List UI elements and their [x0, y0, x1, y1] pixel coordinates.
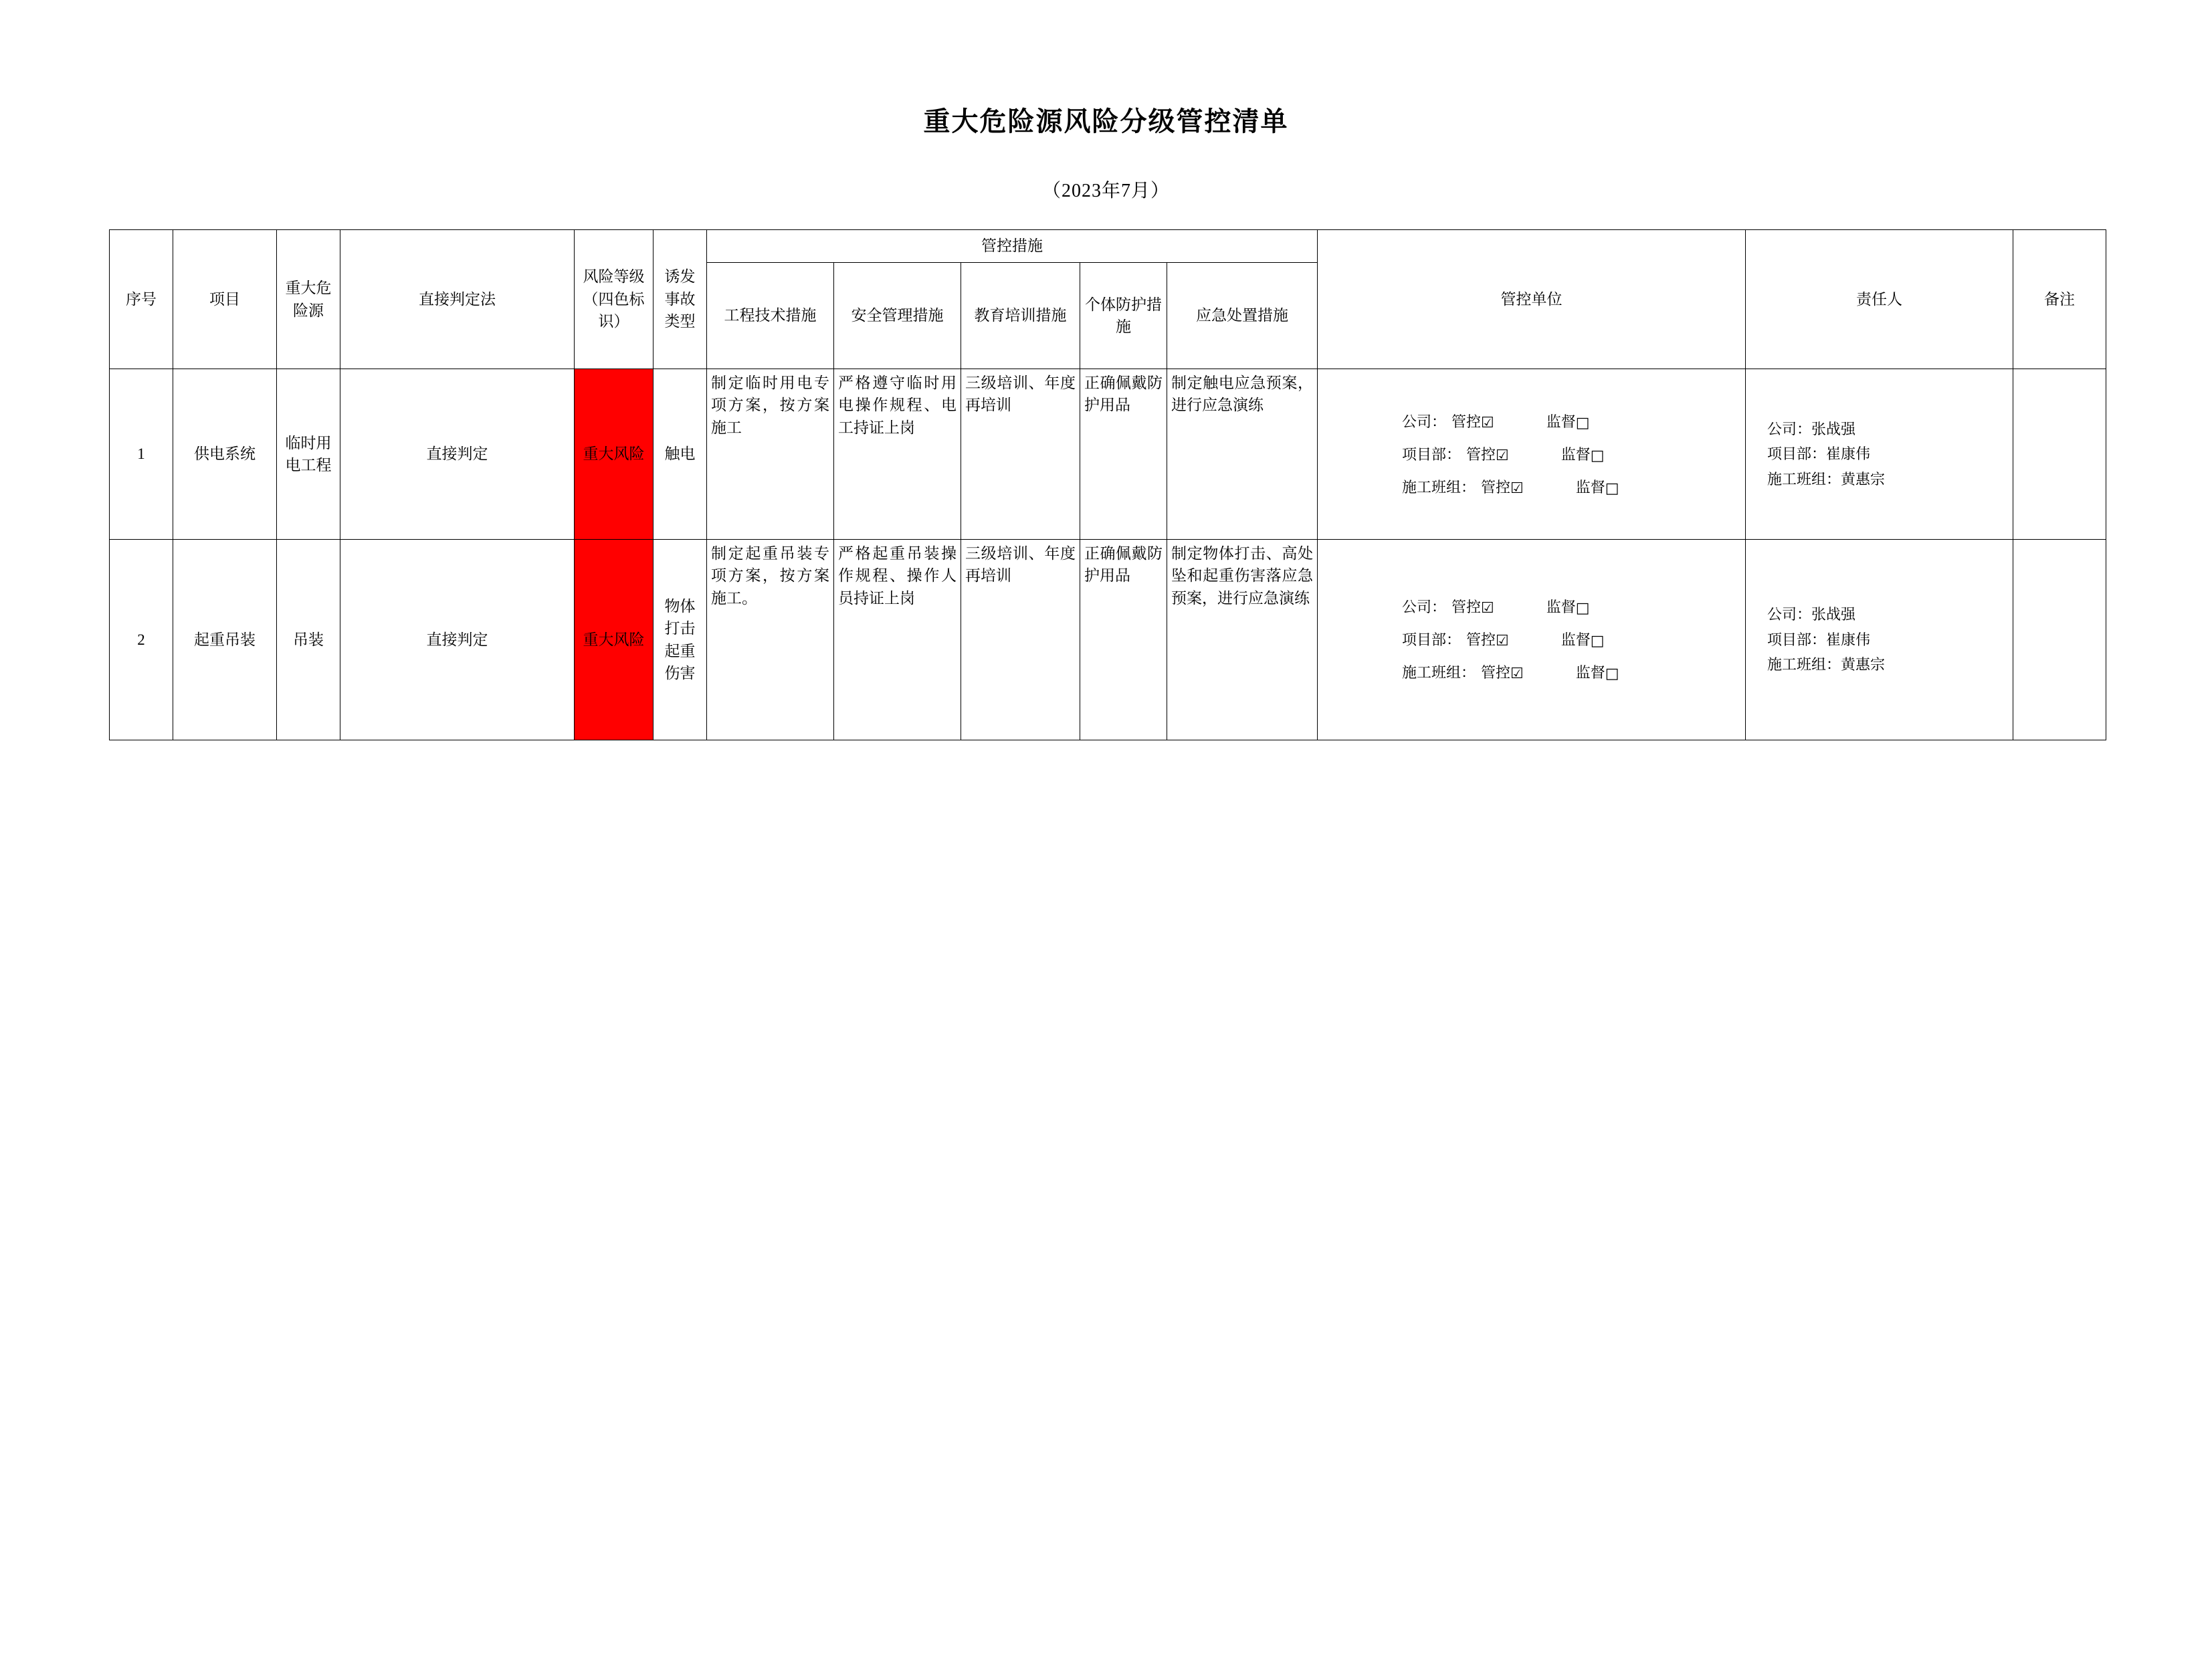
control-label: 管控: [1466, 445, 1496, 463]
control-unit-row: [1322, 411, 1741, 433]
cell-seq: 1: [110, 369, 173, 540]
table-row: [110, 540, 2106, 740]
cell-major-hazard: 临时用电工程: [277, 369, 340, 540]
control-checkbox[interactable]: ☑: [1510, 480, 1524, 497]
control-label: 管控: [1451, 599, 1482, 615]
header-responsible: 责任人: [1746, 230, 2013, 369]
supervise-option[interactable]: [1561, 443, 1605, 465]
supervise-option[interactable]: [1561, 629, 1605, 651]
responsible-work-team: 施工班组：黄惠宗: [1767, 470, 1886, 488]
responsible-project-dept: 项目部：崔康伟: [1767, 445, 1871, 463]
supervise-label: 监督: [1546, 413, 1576, 430]
page-title: 重大危险源风险分级管控清单: [923, 107, 1289, 136]
header-project: 项目: [173, 230, 277, 369]
header-remark: 备注: [2013, 230, 2106, 369]
header-control-measures-group: 管控措施: [707, 230, 1318, 263]
cell-emergency-measures: 制定触电应急预案，进行应急演练: [1167, 369, 1318, 540]
table-row: [110, 369, 2106, 540]
control-unit-row: [1322, 443, 1741, 465]
header-direct-method: 直接判定法: [340, 230, 575, 369]
cell-responsible: [1746, 369, 2013, 540]
cell-ppe-measures: 正确佩戴防护用品: [1080, 369, 1167, 540]
supervise-checkbox[interactable]: □: [1605, 480, 1619, 497]
control-label: 管控: [1481, 664, 1511, 681]
control-unit-row: [1322, 476, 1741, 498]
cell-direct-method: 直接判定: [340, 369, 575, 540]
supervise-option[interactable]: [1546, 411, 1590, 433]
control-option[interactable]: [1466, 629, 1509, 651]
responsible-work-team: 施工班组：黄惠宗: [1767, 656, 1886, 673]
control-option[interactable]: [1481, 476, 1524, 498]
header-emergency-measures: 应急处置措施: [1167, 263, 1318, 369]
cell-responsible: [1746, 540, 2013, 740]
cell-education-measures: 三级培训、年度再培训: [961, 369, 1080, 540]
control-option[interactable]: [1451, 596, 1494, 618]
cell-engineering-measures: 制定起重吊装专项方案，按方案施工。: [707, 540, 834, 740]
control-option[interactable]: [1451, 411, 1494, 433]
supervise-option[interactable]: [1546, 596, 1590, 618]
control-checkbox[interactable]: ☑: [1496, 633, 1509, 649]
cell-ppe-measures: 正确佩戴防护用品: [1080, 540, 1167, 740]
responsible-project-dept: 项目部：崔康伟: [1767, 631, 1871, 648]
cell-control-unit: [1318, 369, 1746, 540]
responsible-company: 公司：张战强: [1767, 606, 1856, 623]
control-unit-name: 公司：: [1402, 599, 1447, 615]
cell-direct-method: 直接判定: [340, 540, 575, 740]
control-unit-row: [1322, 661, 1741, 684]
cell-accident-type: 物体打击起重伤害: [653, 540, 707, 740]
cell-remark: [2013, 540, 2106, 740]
cell-seq: 2: [110, 540, 173, 740]
cell-project: 起重吊装: [173, 540, 277, 740]
control-checkbox[interactable]: ☑: [1496, 447, 1509, 464]
control-unit-row: [1322, 596, 1741, 618]
control-unit-name: 项目部：: [1402, 631, 1462, 648]
cell-safety-management-measures: 严格起重吊装操作规程、操作人员持证上岗: [834, 540, 961, 740]
cell-remark: [2013, 369, 2106, 540]
supervise-checkbox[interactable]: □: [1590, 447, 1605, 464]
supervise-label: 监督: [1561, 631, 1591, 648]
control-unit-row: [1322, 629, 1741, 651]
supervise-label: 监督: [1575, 478, 1605, 496]
supervise-label: 监督: [1575, 664, 1605, 681]
control-checkbox[interactable]: ☑: [1481, 600, 1494, 617]
cell-education-measures: 三级培训、年度再培训: [961, 540, 1080, 740]
header-education-measures: 教育培训措施: [961, 263, 1080, 369]
cell-accident-type: 触电: [653, 369, 707, 540]
supervise-checkbox[interactable]: □: [1575, 600, 1590, 617]
header-engineering-measures: 工程技术措施: [707, 263, 834, 369]
control-unit-name: 施工班组：: [1402, 664, 1476, 681]
header-control-unit: 管控单位: [1318, 230, 1746, 369]
control-unit-name: 项目部：: [1402, 445, 1462, 463]
cell-emergency-measures: 制定物体打击、高处坠和起重伤害落应急预案，进行应急演练: [1167, 540, 1318, 740]
cell-project: 供电系统: [173, 369, 277, 540]
control-option[interactable]: [1481, 661, 1524, 684]
cell-risk-level: 重大风险: [575, 540, 653, 740]
supervise-option[interactable]: [1576, 476, 1619, 498]
header-ppe-measures: 个体防护措施: [1080, 263, 1167, 369]
document-page: [0, 100, 2212, 1664]
control-label: 管控: [1481, 478, 1511, 496]
page-subtitle: （2023年7月）: [1041, 181, 1170, 201]
control-checkbox[interactable]: ☑: [1510, 665, 1524, 682]
control-unit-name: 公司：: [1402, 413, 1447, 430]
cell-control-unit: [1318, 540, 1746, 740]
cell-engineering-measures: 制定临时用电专项方案，按方案施工: [707, 369, 834, 540]
control-label: 管控: [1451, 413, 1482, 430]
supervise-label: 监督: [1561, 445, 1591, 463]
cell-safety-management-measures: 严格遵守临时用电操作规程、电工持证上岗: [834, 369, 961, 540]
header-risk-level: 风险等级（四色标识）: [575, 230, 653, 369]
cell-major-hazard: 吊装: [277, 540, 340, 740]
supervise-checkbox[interactable]: □: [1590, 633, 1605, 649]
header-accident-type: 诱发事故类型: [653, 230, 707, 369]
header-major-hazard: 重大危险源: [277, 230, 340, 369]
header-safety-management-measures: 安全管理措施: [834, 263, 961, 369]
table-header-row-1: [110, 230, 2106, 263]
supervise-label: 监督: [1546, 599, 1576, 615]
header-seq: 序号: [110, 230, 173, 369]
control-option[interactable]: [1466, 443, 1509, 465]
control-label: 管控: [1466, 631, 1496, 648]
control-checkbox[interactable]: ☑: [1481, 414, 1494, 431]
supervise-checkbox[interactable]: □: [1605, 665, 1619, 682]
risk-control-table: [109, 229, 2106, 740]
supervise-option[interactable]: [1576, 661, 1619, 684]
responsible-company: 公司：张战强: [1767, 420, 1856, 437]
control-unit-name: 施工班组：: [1402, 478, 1476, 496]
supervise-checkbox[interactable]: □: [1575, 414, 1590, 431]
cell-risk-level: 重大风险: [575, 369, 653, 540]
